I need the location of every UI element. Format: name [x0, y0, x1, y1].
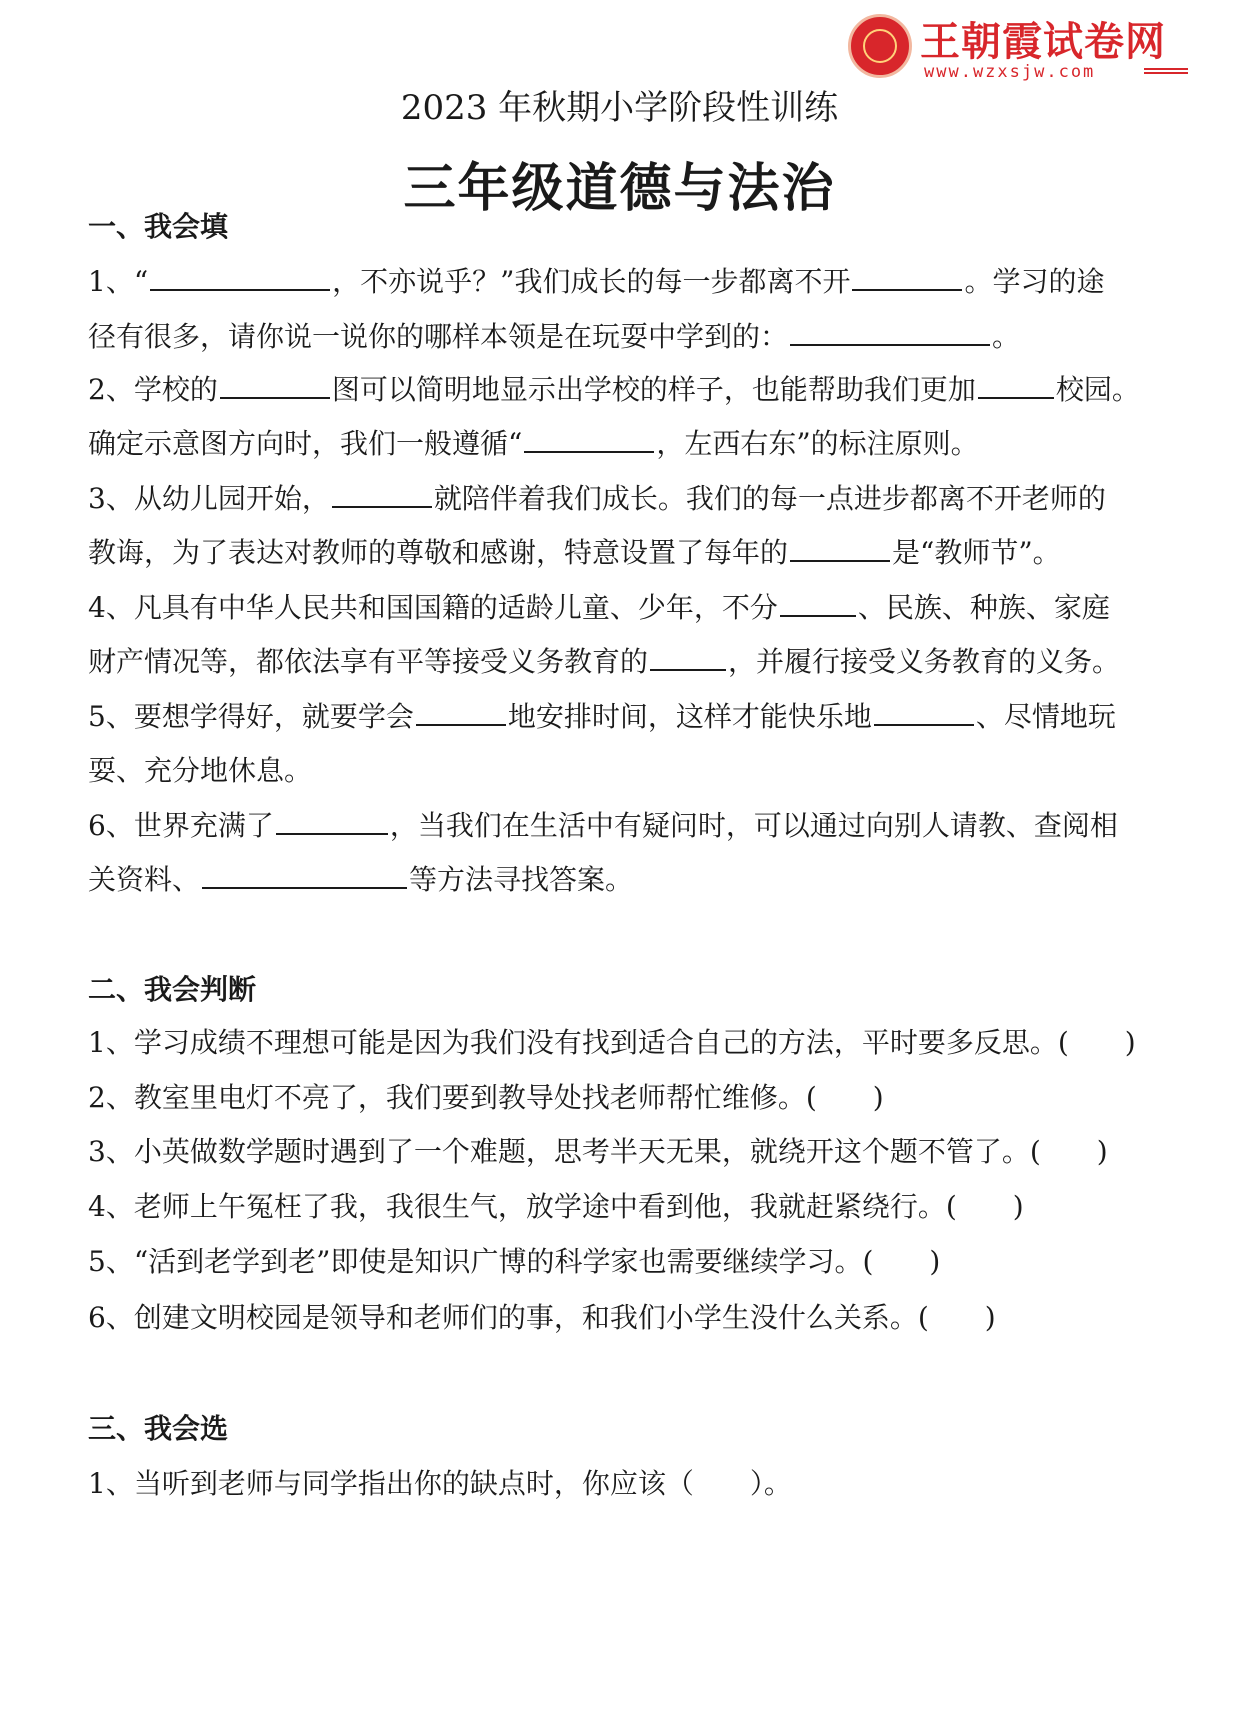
- fill-q6-line2: 关资料、 等方法寻找答案。: [88, 863, 634, 896]
- fill-q4-line1: 4、凡具有中华人民共和国国籍的适龄儿童、少年，不分 、民族、种族、家庭: [88, 591, 1110, 624]
- logo-name: 王朝霞试卷网: [920, 19, 1166, 65]
- answer-blank: [220, 375, 330, 399]
- fill-q5-line1: 5、要想学得好，就要学会 地安排时间，这样才能快乐地 、尽情地玩: [88, 700, 1116, 733]
- logo-decoration: [1144, 68, 1188, 78]
- answer-blank: [780, 593, 856, 617]
- fill-q1-line2: 径有很多，请你说一说你的哪样本领是在玩耍中学到的： 。: [88, 320, 1021, 353]
- answer-blank: [650, 647, 726, 671]
- answer-blank: [790, 538, 890, 562]
- answer-blank: [874, 702, 974, 726]
- fill-q3-line1: 3、从幼儿园开始， 就陪伴着我们成长。我们的每一点进步都离不开老师的: [88, 482, 1106, 515]
- exam-title: 三年级道德与法治: [403, 158, 836, 219]
- section3-heading: 三、我会选: [88, 1412, 229, 1445]
- fill-q2-line2: 确定示意图方向时，我们一般遵循“ ，左西右东”的标注原则。: [88, 427, 979, 460]
- logo-url: www.wzxsjw.com: [924, 62, 1096, 82]
- answer-blank: [276, 811, 388, 835]
- answer-blank: [790, 322, 990, 346]
- judge-item: 1、学习成绩不理想可能是因为我们没有找到适合自己的方法，平时要多反思。( ): [88, 1026, 1136, 1059]
- answer-blank: [978, 375, 1054, 399]
- site-logo: [848, 12, 1188, 82]
- answer-blank: [150, 267, 330, 291]
- fill-q5-line2: 耍、充分地休息。: [88, 754, 313, 787]
- answer-blank: [416, 702, 506, 726]
- judge-item: 5、“活到老学到老”即使是知识广博的科学家也需要继续学习。( ): [88, 1245, 941, 1278]
- section2-heading: 二、我会判断: [88, 973, 257, 1006]
- choice-q1: 1、当听到老师与同学指出你的缺点时，你应该（ ）。: [88, 1467, 792, 1500]
- fill-q1-line1: 1、“ ，不亦说乎？”我们成长的每一步都离不开 。学习的途: [88, 265, 1105, 298]
- exam-subtitle: 2023 年秋期小学阶段性训练: [400, 88, 839, 128]
- fill-q4-line2: 财产情况等，都依法享有平等接受义务教育的 ，并履行接受义务教育的义务。: [88, 645, 1121, 678]
- answer-blank: [202, 865, 407, 889]
- judge-item: 4、老师上午冤枉了我，我很生气，放学途中看到他，我就赶紧绕行。( ): [88, 1190, 1024, 1223]
- judge-item: 6、创建文明校园是领导和老师们的事，和我们小学生没什么关系。( ): [88, 1301, 996, 1334]
- fill-q2-line1: 2、学校的 图可以简明地显示出学校的样子，也能帮助我们更加 校园。: [88, 373, 1140, 406]
- answer-blank: [524, 429, 654, 453]
- judge-item: 2、教室里电灯不亮了，我们要到教导处找老师帮忙维修。( ): [88, 1081, 884, 1114]
- seal-icon: [848, 14, 912, 78]
- answer-blank: [332, 484, 432, 508]
- section1-heading: 一、我会填: [88, 210, 229, 243]
- answer-blank: [852, 267, 962, 291]
- fill-q3-line2: 教诲，为了表达对教师的尊敬和感谢，特意设置了每年的 是“教师节”。: [88, 536, 1061, 569]
- fill-q6-line1: 6、世界充满了 ，当我们在生活中有疑问时，可以通过向别人请教、查阅相: [88, 809, 1118, 842]
- judge-item: 3、小英做数学题时遇到了一个难题，思考半天无果，就绕开这个题不管了。( ): [88, 1135, 1108, 1168]
